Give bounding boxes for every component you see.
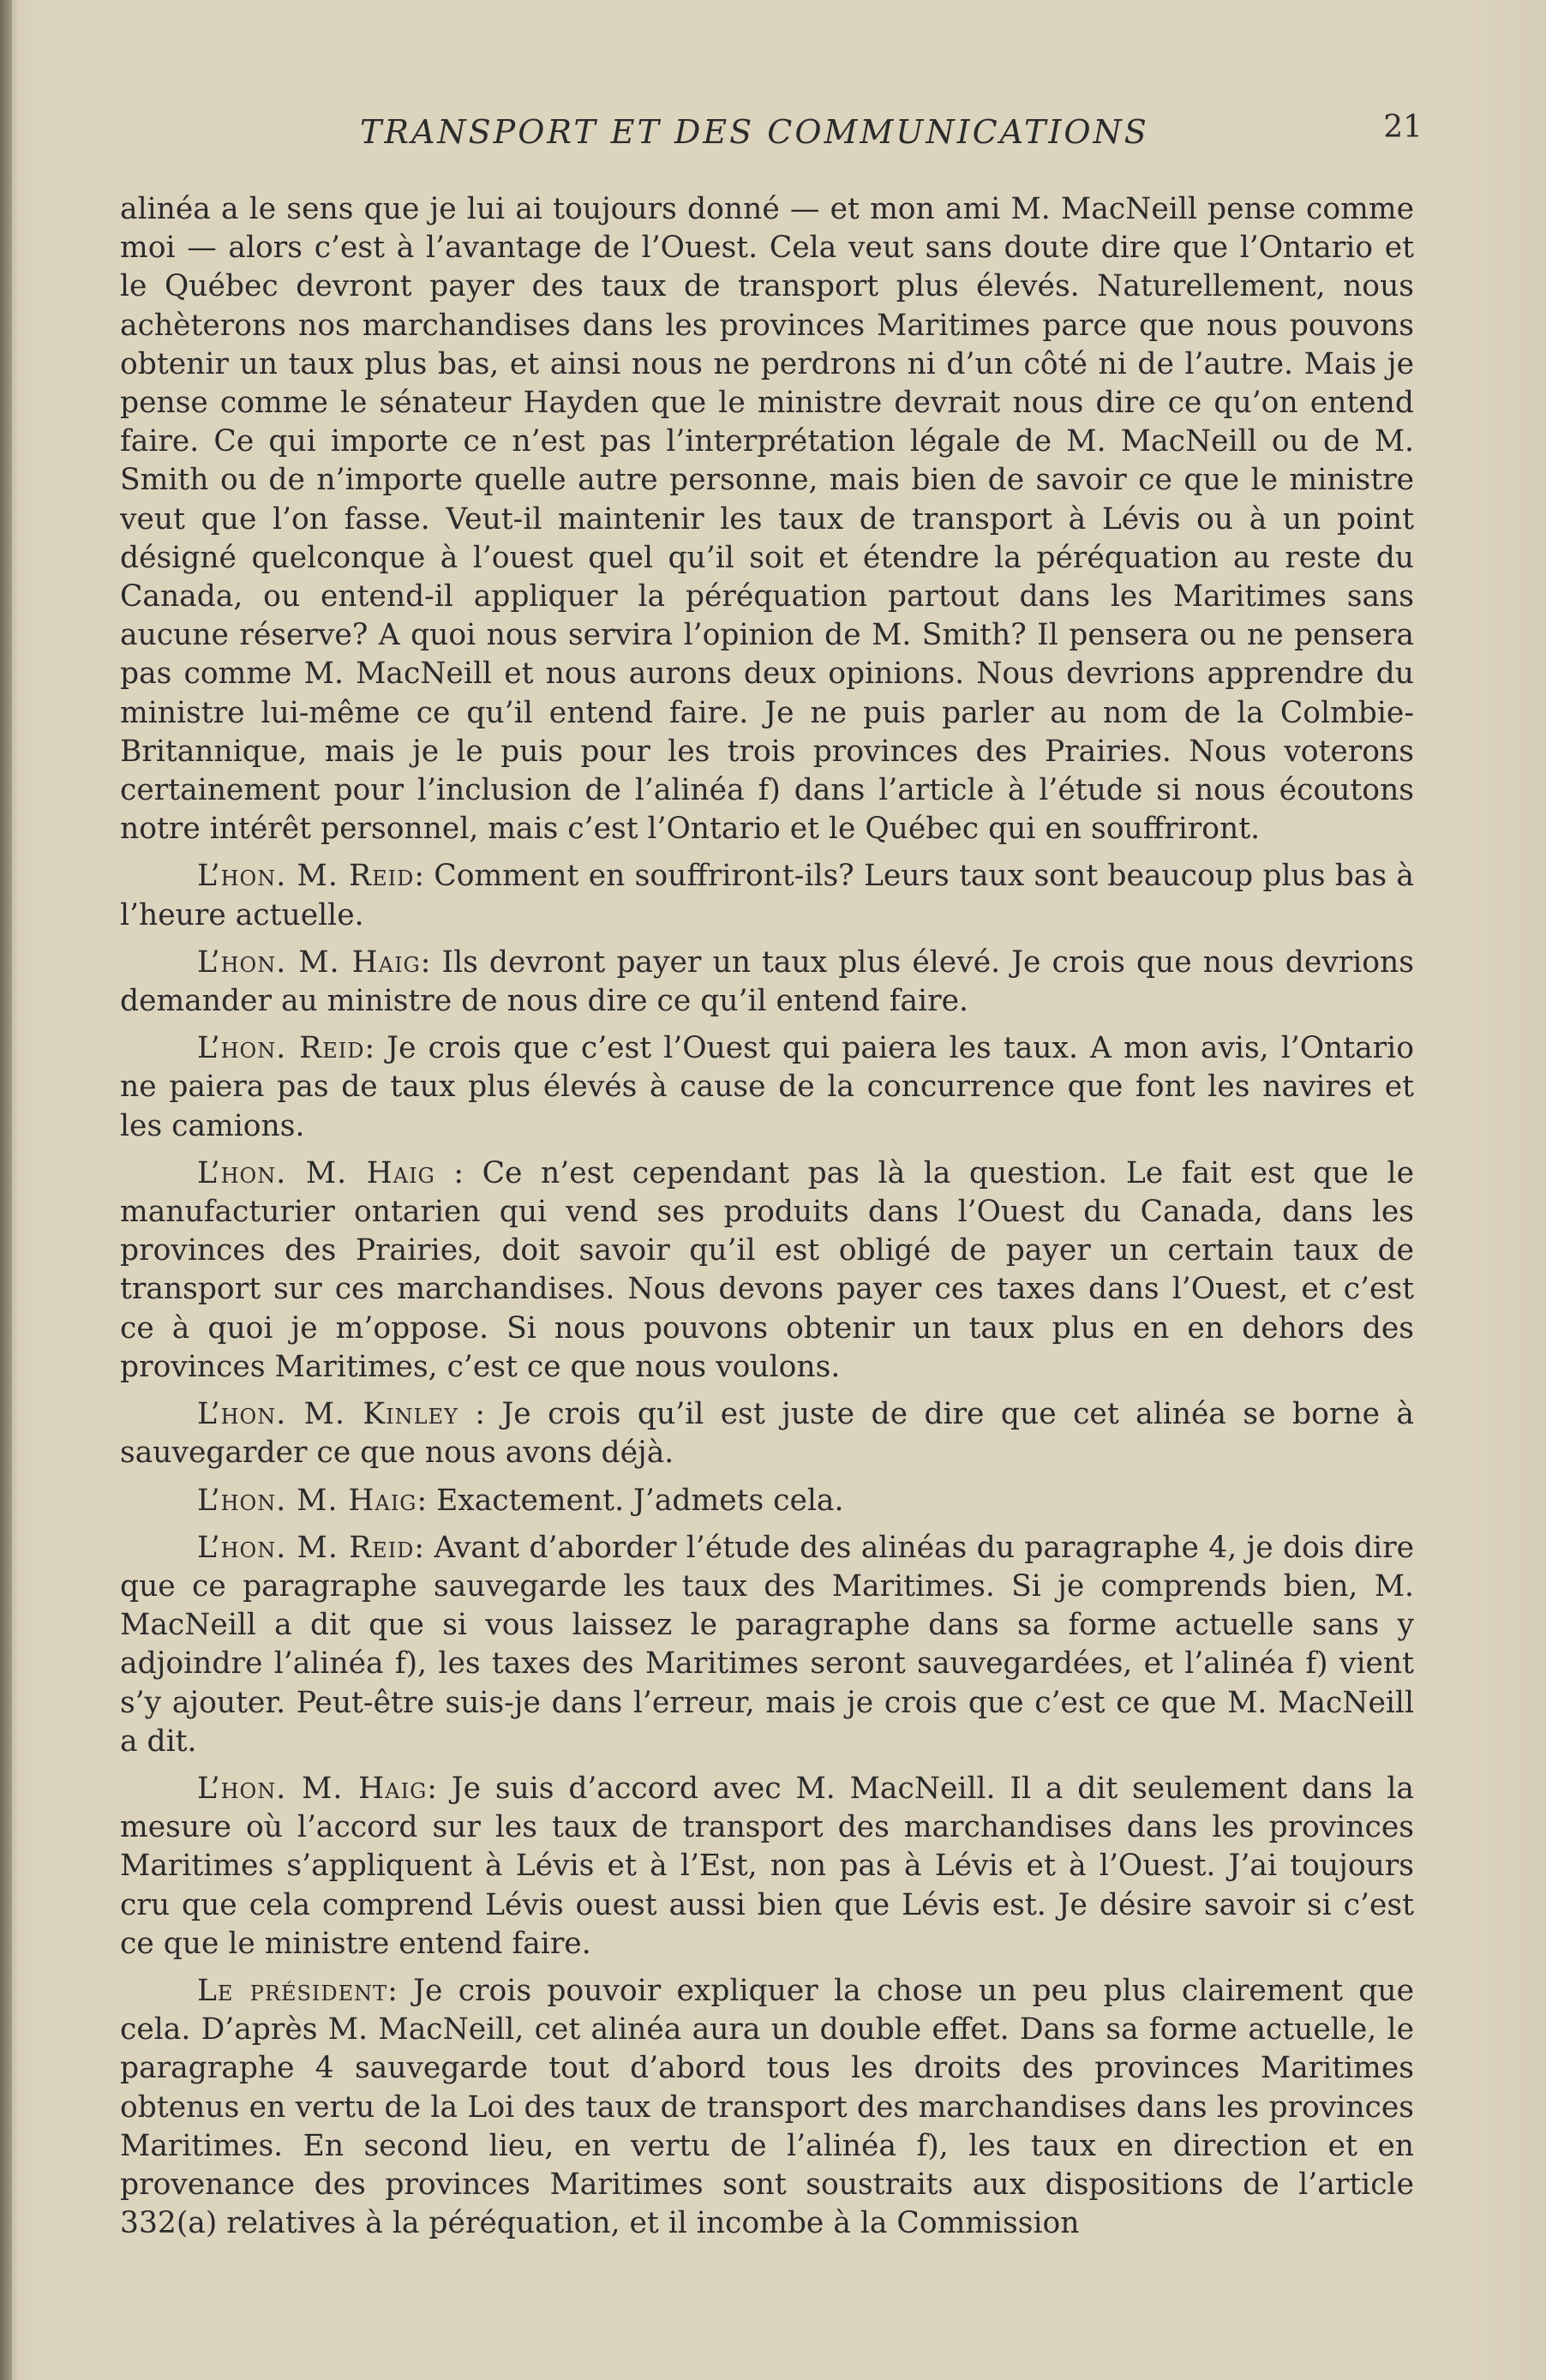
speaker: L’hon. M. Haig	[197, 1155, 435, 1190]
paragraph: L’hon. M. Kinley : Je crois qu’il est juste de dire que cet alinéa se borne à sauvegarder ce que nous avons déjà.	[120, 1397, 1414, 1471]
paragraph-text: alinéa a le sens que je lui ai toujours donné — et mon ami M. MacNeill pense comme moi — alors c’est à l’avantage de l’Ouest. Cela veut sans doute dire que l’Ontario et le Québec devront payer des taux de transport plus élevés. Naturellement, nous achèterons nos marchandises dans les provinces Maritimes parce que nous pouvons obtenir un taux plus bas, et ainsi nous ne perdrons ni d’un côté ni de l’autre. Mais je pense comme le sénateur Hayden que le ministre devrait nous dire ce qu’on entend faire. Ce qui importe ce n’est pas l’interprétation légale de M. MacNeill ou de M. Smith ou de n’importe quelle autre personne, mais bien de savoir ce que le ministre veut que l’on fasse. Veut-il maintenir les taux de transport à Lévis ou à un point désigné quelconque à l’ouest quel qu’il soit et étendre la péréquation au reste du Canada, ou entend-il appliquer la péréquation partout dans les Maritimes sans aucune réserve? A quoi nous servira l’opinion de M. Smith? Il pensera ou ne pensera pas comme M. MacNeill et nous aurons deux opinions. Nous devrions apprendre du ministre lui-même ce qu’il entend faire. Je ne puis parler au nom de la Colmbie-Britannique, mais je le puis pour les trois provinces des Prairies. Nous voterons certainement pour l’inclusion de l’alinéa f) dans l’article à l’étude si nous écoutons notre intérêt personnel, mais c’est l’Ontario et le Québec qui en souffriront.	[120, 192, 1414, 847]
paragraph-text: Exactement. J’admets cela.	[436, 1483, 844, 1518]
paragraph: L’hon. M. Haig: Ils devront payer un taux plus élevé. Je crois que nous devrions demander au ministre de nous dire ce qu’il entend faire.	[120, 944, 1414, 1019]
paragraph	[120, 190, 1414, 848]
paragraph: L’hon. M. Reid: Comment en souffriront-ils? Leurs taux sont beaucoup plus bas à l’heure actuelle.	[120, 859, 1415, 932]
speaker: Le président	[197, 1973, 388, 2008]
paragraph-text: Avant d’aborder l’étude des alinéas du paragraphe 4, je dois dire que ce paragraphe sauvegarde les taux des Maritimes. Si je comprends bien, M. MacNeill a dit que si vous laissez le paragraphe dans sa forme actuelle sans y adjoindre l’alinéa f), les taxes des Maritimes seront sauvegardées, et l’alinéa f) vient s’y ajouter. Peut-être suis-je dans l’erreur, mais je crois que c’est ce que M. MacNeill a dit.	[120, 1530, 1415, 1759]
paragraph: Le président: Je crois pouvoir expliquer la chose un peu plus clairement que cela. D’après M. MacNeill, cet alinéa aura un double effet. Dans sa forme actuelle, le paragraphe 4 sauvegarde tout d’abord tous les droits des provinces Maritimes obtenus en vertu de la Loi des taux de transport des marchandises dans les provinces Maritimes. En second lieu, en vertu de l’alinéa f), les taux en direction et en provenance des provinces Maritimes sont soustraits aux dispositions de l’article 332(a) relatives à la péréquation, et il incombe à la Commission	[120, 1973, 1415, 2241]
paragraph: L’hon. M. Haig: Exactement. J’admets cela.	[197, 1483, 844, 1518]
paragraph-text: Ce n’est cependant pas là la question. Le fait est que le manufacturier ontarien qui vend ses produits dans l’Ouest du Canada, dans les provinces des Prairies, doit savoir qu’il est obligé de payer un certain taux de transport sur ces marchandises. Nous devons payer ces taxes dans l’Ouest, et c’est ce à quoi je m’oppose. Si nous pouvons obtenir un taux plus en en dehors des provinces Maritimes, c’est ce que nous voulons.	[120, 1155, 1414, 1384]
speaker: L’hon. M. Haig	[197, 1483, 417, 1518]
paragraph-text: Je crois qu’il est juste de dire que cet alinéa se borne à sauvegarder ce que nous avons déjà.	[120, 1397, 1414, 1471]
paragraph-text: Je crois pouvoir expliquer la chose un peu plus clairement que cela. D’après M. MacNeill, cet alinéa aura un double effet. Dans sa forme actuelle, le paragraphe 4 sauvegarde tout d’abord tous les droits des provinces Maritimes obtenus en vertu de la Loi des taux de transport des marchandises dans les provinces Maritimes. En second lieu, en vertu de l’alinéa f), les taux en direction et en provenance des provinces Maritimes sont soustraits aux dispositions de l’article 332(a) relatives à la péréquation, et il incombe à la Commission	[120, 1973, 1415, 2241]
speaker: L’hon. M. Reid	[197, 859, 415, 894]
paragraph-text: Comment en souffriront-ils? Leurs taux sont beaucoup plus bas à l’heure actuelle.	[120, 859, 1415, 932]
paragraph-text: Ils devront payer un taux plus élevé. Je crois que nous devrions demander au ministre de nous dire ce qu’il entend faire.	[120, 944, 1414, 1019]
page-header	[120, 103, 1423, 163]
paragraph-text: Je crois que c’est l’Ouest qui paiera les taux. A mon avis, l’Ontario ne paiera pas de taux plus élevés à cause de la concurrence que font les navires et les camions.	[120, 1031, 1414, 1143]
page-number: 21	[1383, 110, 1423, 145]
speaker: L’hon. M. Kinley	[197, 1397, 458, 1432]
paragraph: L’hon. M. Reid: Avant d’aborder l’étude des alinéas du paragraphe 4, je dois dire que ce paragraphe sauvegarde les taux des Maritimes. Si je comprends bien, M. MacNeill a dit que si vous laissez le paragraphe dans sa forme actuelle sans y adjoindre l’alinéa f), les taxes des Maritimes seront sauvegardées, et l’alinéa f) vient s’y ajouter. Peut-être suis-je dans l’erreur, mais je crois que c’est ce que M. MacNeill a dit.	[120, 1530, 1415, 1759]
speaker: L’hon. M. Haig	[197, 1771, 428, 1806]
paragraph: L’hon. Reid: Je crois que c’est l’Ouest qui paiera les taux. A mon avis, l’Ontario ne paiera pas de taux plus élevés à cause de la concurrence que font les navires et les camions.	[120, 1031, 1414, 1143]
running-title: TRANSPORT ET DES COMMUNICATIONS	[360, 113, 1149, 151]
speaker: L’hon. M. Reid	[197, 1530, 415, 1565]
paragraph: L’hon. M. Haig: Je suis d’accord avec M. MacNeill. Il a dit seulement dans la mesure où l’accord sur les taux de transport des marchandises dans les provinces Maritimes s’appliquent à Lévis et à l’Est, non pas à Lévis et à l’Ouest. J’ai toujours cru que cela comprend Lévis ouest aussi bien que Lévis est. Je désire savoir si c’est ce que le ministre entend faire.	[120, 1771, 1414, 1961]
speaker: L’hon. Reid	[197, 1031, 365, 1066]
body-text	[120, 190, 1414, 2251]
paragraph-text: Je suis d’accord avec M. MacNeill. Il a dit seulement dans la mesure où l’accord sur les taux de transport des marchandises dans les provinces Maritimes s’appliquent à Lévis et à l’Est, non pas à Lévis et à l’Ouest. J’ai toujours cru que cela comprend Lévis ouest aussi bien que Lévis est. Je désire savoir si c’est ce que le ministre entend faire.	[120, 1771, 1414, 1961]
paragraph: L’hon. M. Haig : Ce n’est cependant pas là la question. Le fait est que le manufacturier ontarien qui vend ses produits dans l’Ouest du Canada, dans les provinces des Prairies, doit savoir qu’il est obligé de payer un certain taux de transport sur ces marchandises. Nous devons payer ces taxes dans l’Ouest, et c’est ce à quoi je m’oppose. Si nous pouvons obtenir un taux plus en en dehors des provinces Maritimes, c’est ce que nous voulons.	[120, 1155, 1414, 1384]
book-spine-shadow	[0, 0, 12, 2380]
speaker: L’hon. M. Haig	[197, 944, 421, 980]
